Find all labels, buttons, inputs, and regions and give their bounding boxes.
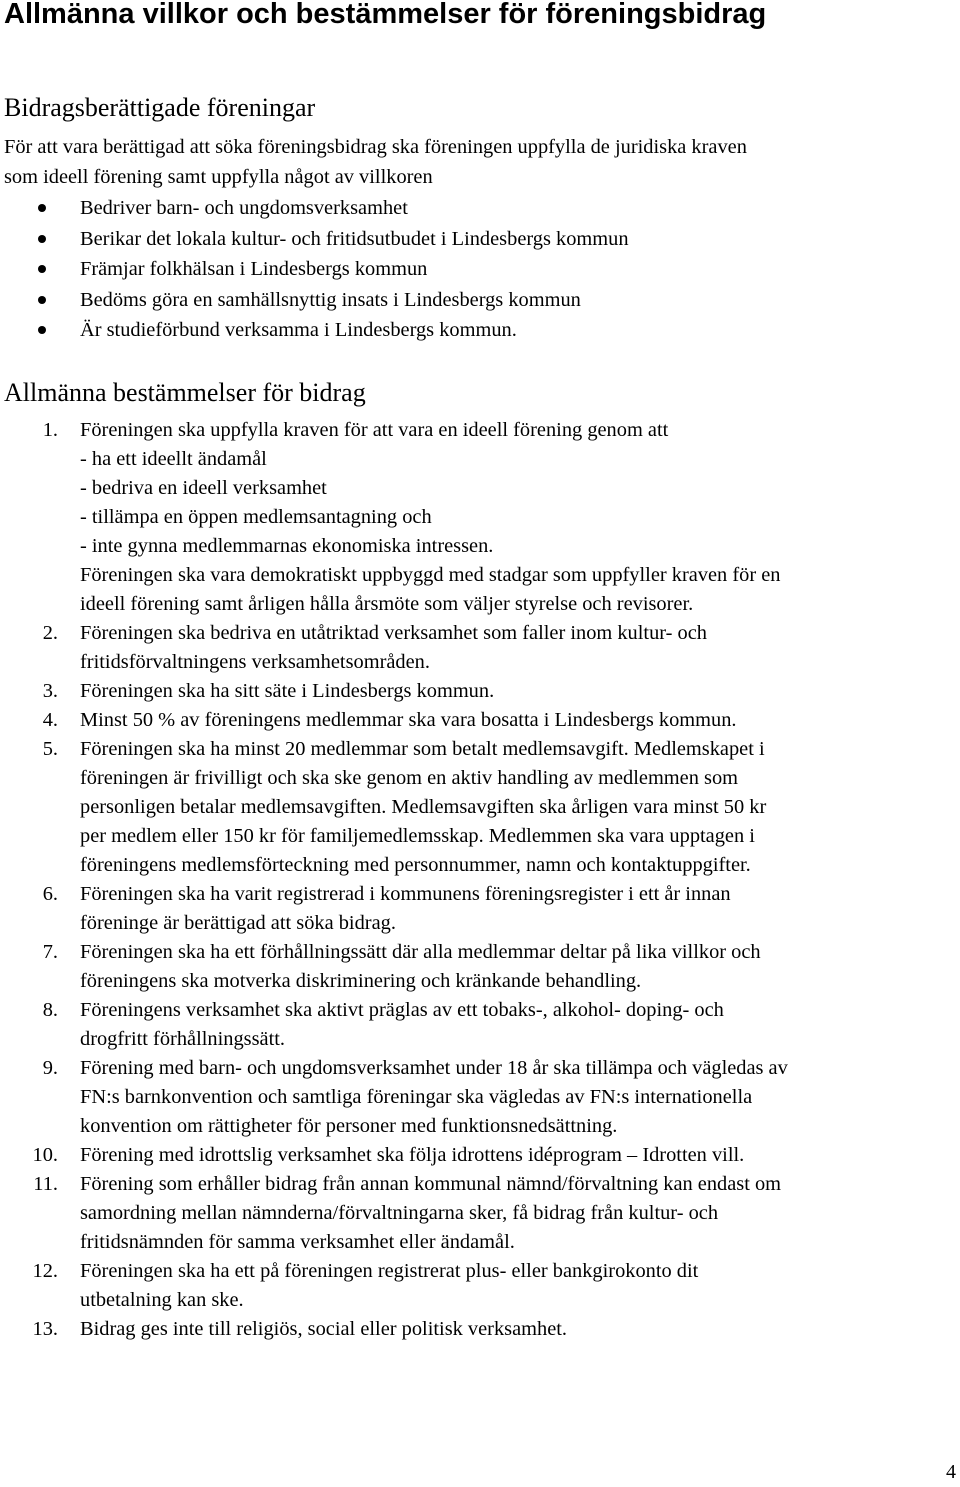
rule-text-line: föreninge är berättigad att söka bidrag. [80,912,396,934]
rule-item [0,416,788,619]
eligibility-list [0,193,629,346]
rule-number: 2. [42,622,58,644]
rule-text-line: ideell förening samt årligen hålla årsmöte som väljer styrelse och revisorer. [80,593,694,615]
rule-text-line: - inte gynna medlemmarnas ekonomiska intressen. [80,535,494,557]
rule-item [0,1054,788,1141]
rule-number: 8. [42,999,58,1021]
bullet-icon [38,326,46,334]
rule-text-line: Bidrag ges inte till religiös, social eller politisk verksamhet. [80,1318,568,1340]
rule-number: 6. [42,883,58,905]
list-item [0,315,629,346]
rule-item [0,938,788,996]
rule-text-line: Förening som erhåller bidrag från annan kommunal nämnd/förvaltning kan endast om [80,1173,782,1195]
rule-text-line: Förening med barn- och ungdomsverksamhet under 18 år ska tillämpa och vägledas av [80,1057,788,1079]
rule-text-line: Föreningen ska bedriva en utåtriktad verksamhet som faller inom kultur- och [80,622,707,644]
rule-text-line: FN:s barnkonvention och samtliga föreningar ska vägledas av FN:s internationella [80,1086,753,1108]
section-heading-general-rules: Allmänna bestämmelser för bidrag [4,378,366,407]
rule-number: 12. [32,1260,58,1282]
list-item-text: Är studieförbund verksamma i Lindesbergs kommun. [80,319,517,341]
rule-item [0,677,788,706]
rule-number: 9. [42,1057,58,1079]
bullet-icon [38,296,46,304]
intro-line: För att vara berättigad att söka föreningsbidrag ska föreningen uppfylla de juridiska kraven [4,136,747,158]
rule-text-line: per medlem eller 150 kr för familjemedlemsskap. Medlemmen ska vara upptagen i [80,825,755,847]
bullet-icon [38,265,46,273]
rule-text-line: Föreningen ska ha varit registrerad i kommunens föreningsregister i ett år innan [80,883,731,905]
rule-text-line: samordning mellan nämnderna/förvaltningarna sker, få bidrag från kultur- och [80,1202,719,1224]
list-item-text: Berikar det lokala kultur- och fritidsutbudet i Lindesbergs kommun [80,227,629,250]
rule-text-line: fritidsförvaltningens verksamhetsområden. [80,651,430,673]
rule-text-line: Föreningens verksamhet ska aktivt präglas av ett tobaks-, alkohol- doping- och [80,999,724,1021]
rule-item [0,880,788,938]
intro-paragraph [4,133,954,192]
rule-item [0,619,788,677]
rule-text-line: Minst 50 % av föreningens medlemmar ska vara bosatta i Lindesbergs kommun. [80,709,737,731]
rule-text-line: föreningens ska motverka diskriminering och kränkande behandling. [80,970,642,992]
list-item-text: Främjar folkhälsan i Lindesbergs kommun [80,258,428,280]
rule-item [0,1170,788,1257]
rule-text-line: Föreningen ska vara demokratiskt uppbyggd med stadgar som uppfyller kraven för en [80,564,781,586]
rule-number: 11. [33,1173,58,1195]
rule-text-line: drogfritt förhållningssätt. [80,1028,286,1050]
rule-item [0,735,788,880]
rules-list [0,416,788,1344]
rule-text-line: Förening med idrottslig verksamhet ska följa idrottens idéprogram – Idrotten vill. [80,1144,745,1166]
rule-text-line: Föreningen ska ha minst 20 medlemmar som betalt medlemsavgift. Medlemskapet i [80,738,765,760]
list-item [0,193,629,224]
page-title: Allmänna villkor och bestämmelser för föreningsbidrag [4,0,767,30]
rule-text-line: konvention om rättigheter för personer med funktionsnedsättning. [80,1115,618,1137]
rule-number: 3. [42,680,58,702]
rule-text-line: Föreningen ska ha ett förhållningssätt där alla medlemmar deltar på lika villkor och [80,941,761,963]
bullet-icon [38,204,46,212]
rule-number: 7. [42,941,58,963]
rule-number: 10. [32,1144,58,1166]
rule-text-line: Föreningen ska ha ett på föreningen registrerat plus- eller bankgirokonto dit [80,1260,699,1282]
rule-item [0,706,788,735]
rule-text-line: - tillämpa en öppen medlemsantagning och [80,506,432,528]
rule-text-line: - ha ett ideellt ändamål [80,448,267,470]
rule-number: 5. [42,738,58,760]
rule-text-line: - bedriva en ideell verksamhet [80,477,327,499]
rule-item [0,1257,788,1315]
intro-line: som ideell förening samt uppfylla något av villkoren [4,165,433,188]
list-item-text: Bedöms göra en samhällsnyttig insats i Lindesbergs kommun [80,288,581,311]
rule-text-line: föreningens medlemsförteckning med personnummer, namn och kontaktuppgifter. [80,854,751,876]
rule-item [0,996,788,1054]
rule-text-line: fritidsnämnden för samma verksamhet eller ändamål. [80,1231,515,1253]
rule-text-line: personligen betalar medlemsavgiften. Medlemsavgiften ska årligen vara minst 50 kr [80,796,767,818]
page-number: 4 [946,1461,956,1483]
rule-number: 13. [32,1318,58,1340]
bullet-icon [38,235,46,243]
rule-item [0,1315,788,1344]
section-heading-eligible: Bidragsberättigade föreningar [4,93,316,122]
list-item [0,224,629,255]
rule-text-line: Föreningen ska ha sitt säte i Lindesbergs kommun. [80,680,495,702]
rule-text-line: Föreningen ska uppfylla kraven för att vara en ideell förening genom att [80,419,669,441]
rule-item [0,1141,788,1170]
rule-number: 4. [42,709,58,731]
list-item [0,254,629,285]
rule-text-line: utbetalning kan ske. [80,1289,244,1311]
list-item [0,285,629,316]
rule-number: 1. [42,419,58,441]
list-item-text: Bedriver barn- och ungdomsverksamhet [80,197,408,219]
rule-text-line: föreningen är frivilligt och ska ske genom en aktiv handling av medlemmen som [80,767,738,789]
